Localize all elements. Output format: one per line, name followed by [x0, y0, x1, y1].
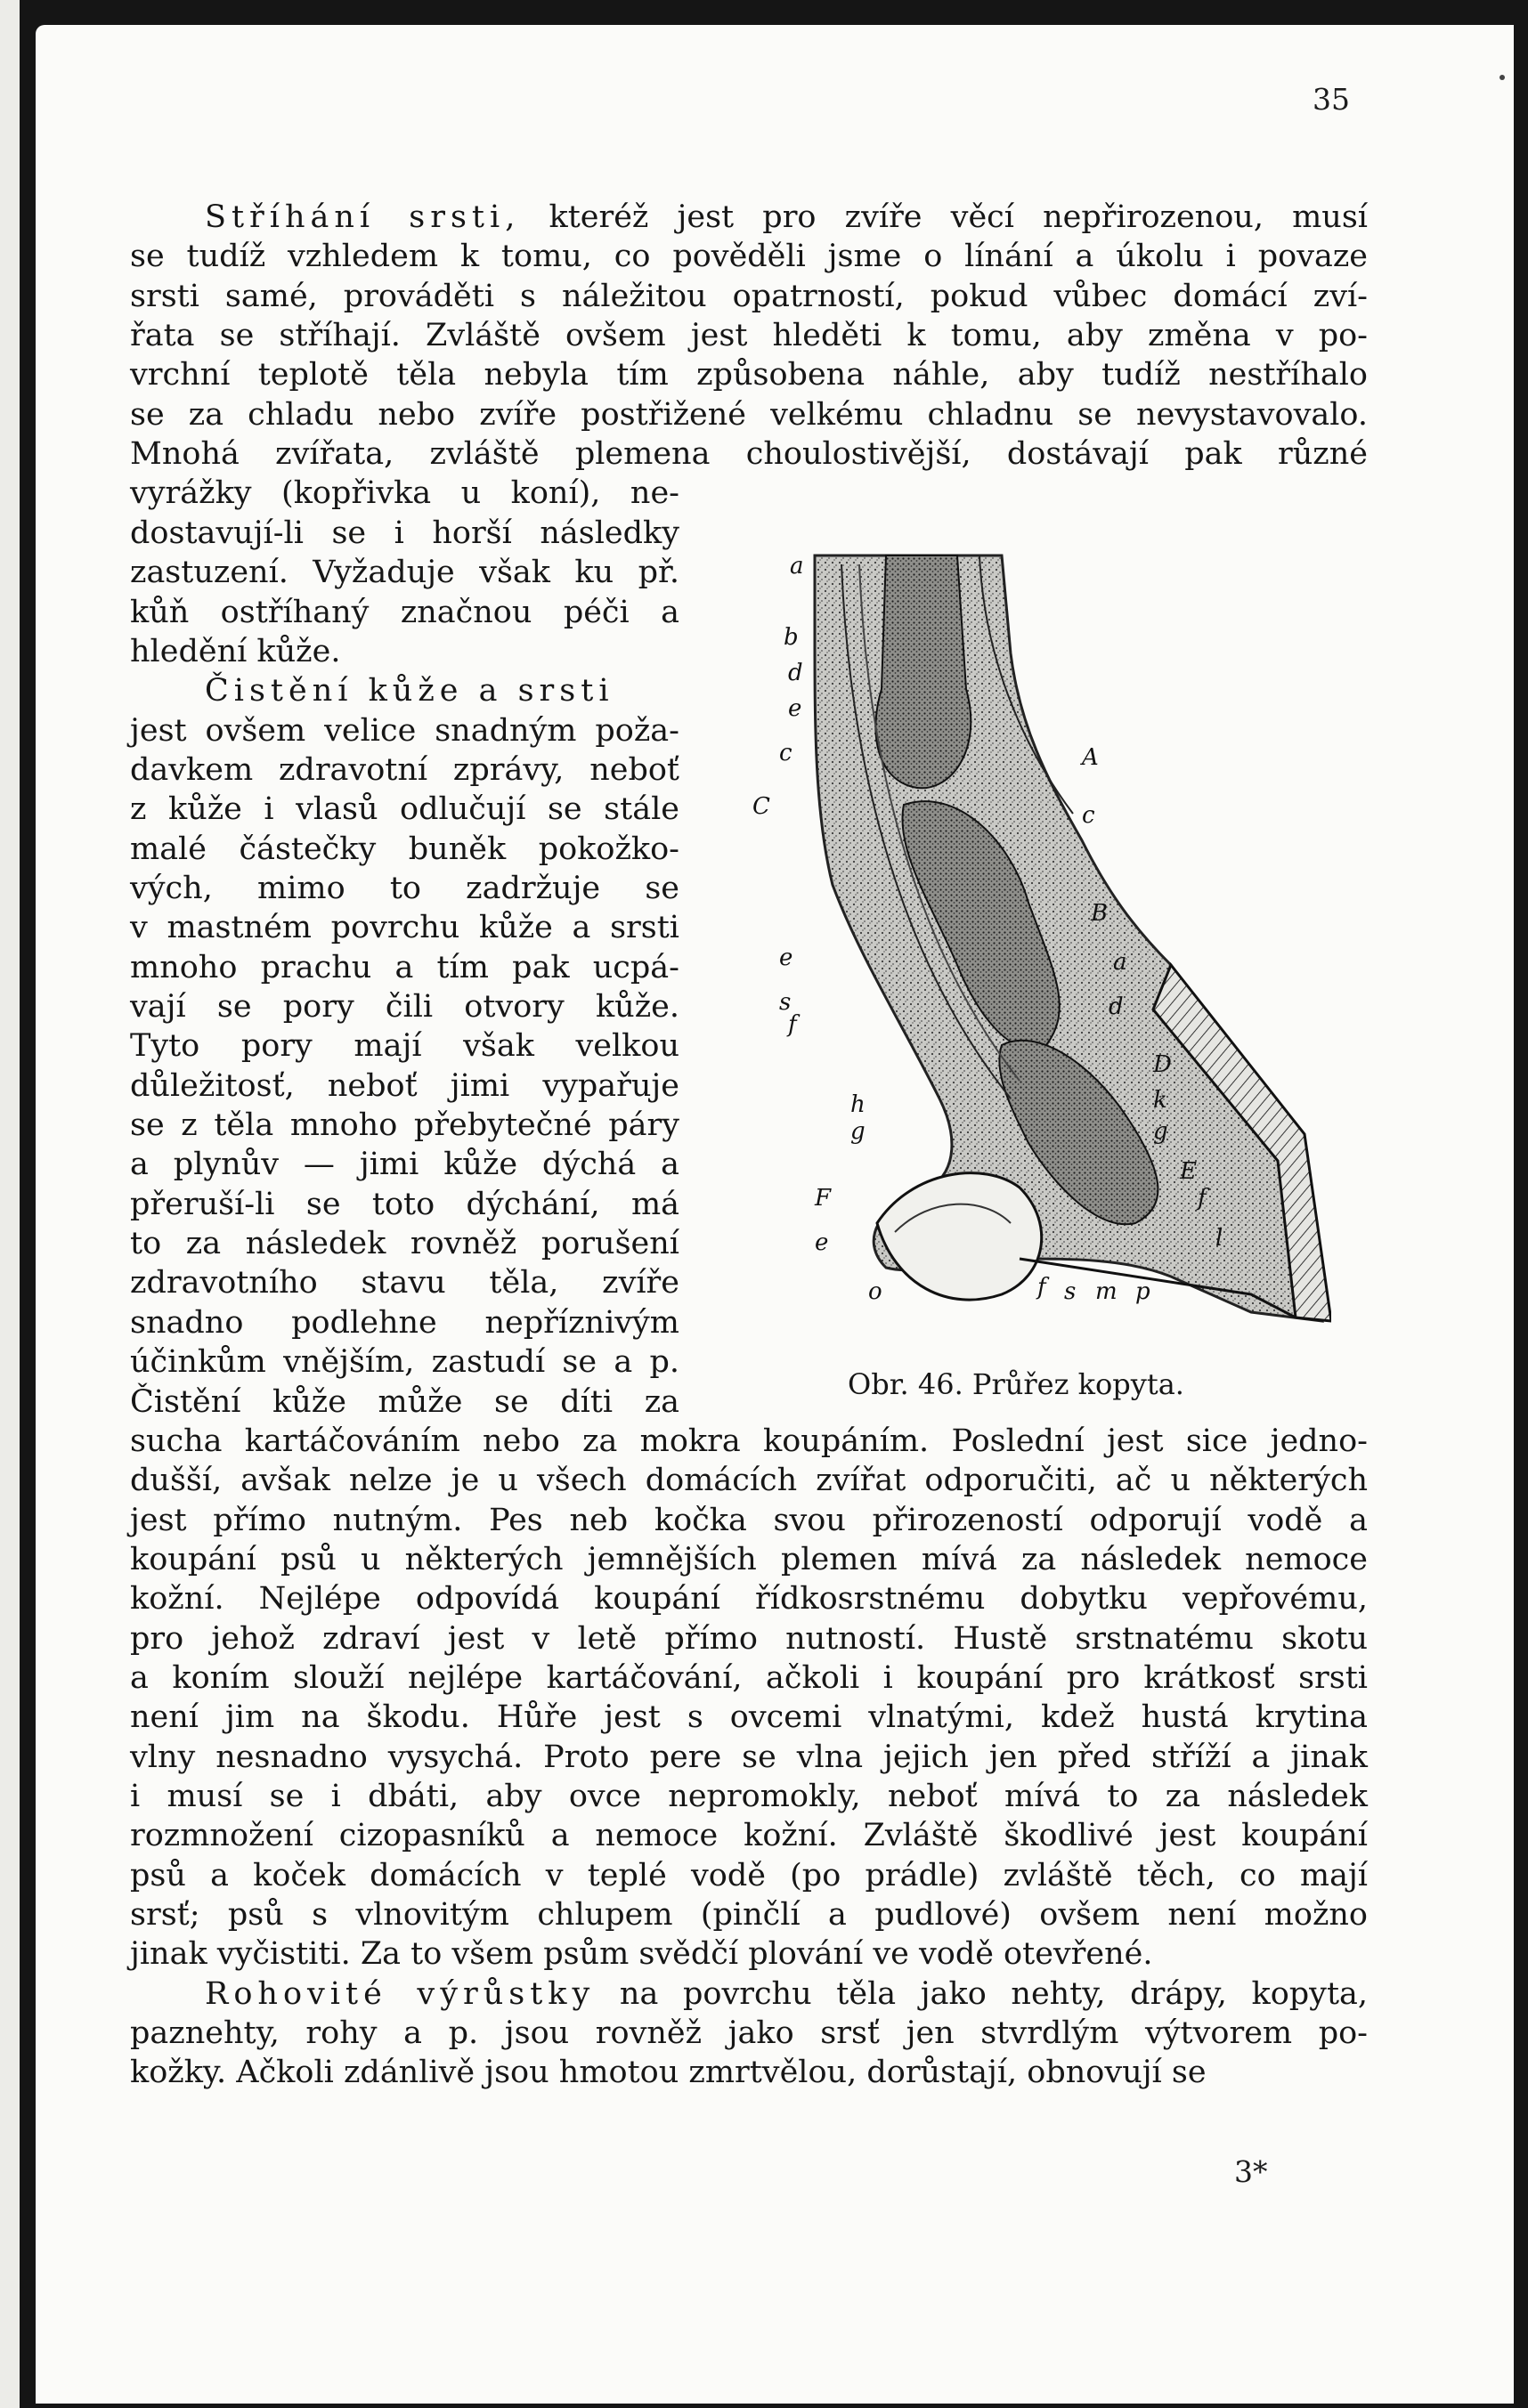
figure-label: g [1153, 1118, 1168, 1145]
figure-label: f [1198, 1185, 1207, 1212]
text-line: Tyto pory mají však velkou [130, 1028, 679, 1065]
text-line: kožní. Nejlépe odpovídá koupání řídkosrstnému dobytku vepřovému, [130, 1581, 1368, 1617]
text-line: přeruší-li se toto dýchání, má [130, 1186, 679, 1222]
text-line [130, 671, 679, 710]
figure-label: f [788, 1011, 797, 1038]
figure-label: e [815, 1229, 829, 1256]
figure-label: b [784, 624, 799, 651]
text-line: a koním slouží nejlépe kartáčování, ačkoli i koupání pro krátkosť srsti [130, 1659, 1368, 1696]
text-line: dostavují-li se i horší následky [130, 515, 679, 551]
text-line: vlny nesnadno vysychá. Proto pere se vlna jejich jen před stříží a jinak [130, 1739, 1368, 1775]
figure-label: h [850, 1091, 866, 1118]
text-line: dušší, avšak nelze je u všech domácích zvířat odporučiti, ač u některých [130, 1463, 1368, 1499]
text-line: vyrážky (kopřivka u koní), ne- [130, 475, 679, 512]
text-line: kůň ostříhaný značnou péči a [130, 594, 679, 630]
figure-label: p [1135, 1278, 1150, 1305]
line-text: kteréž jest pro zvíře věcí nepřirozenou, musí [520, 199, 1368, 235]
figure-label: c [1082, 802, 1095, 829]
text-line: vrchní teplotě těla nebyla tím způsobena náhle, aby tudíž nestříhalo [130, 357, 1368, 393]
text-line [130, 1974, 1368, 2014]
figure-label: e [779, 945, 793, 971]
figure-label: c [779, 740, 792, 766]
text-line: jest ovšem velice snadným poža- [130, 712, 679, 749]
text-line: Čistění kůže může se díti za [130, 1383, 679, 1420]
text-line: a plynův — jimi kůže dýchá a [130, 1147, 679, 1183]
text-line: paznehty, rohy a p. jsou rovněž jako srsť jen stvrdlým výtvorem po- [130, 2015, 1368, 2052]
figure-label: E [1180, 1158, 1197, 1185]
text-line: to za následek rovněž porušení [130, 1226, 679, 1262]
figure-label: k [1153, 1087, 1167, 1114]
text-line: řata se stříhají. Zvláště ovšem jest hleděti k tomu, aby změna v po- [130, 318, 1368, 354]
text-line: malé částečky buněk pokožko- [130, 831, 679, 867]
text-line: účinkům vnějším, zastudí se a p. [130, 1344, 679, 1381]
figure-label: d [788, 660, 803, 686]
text-line: důležitosť, neboť jimi vypařuje [130, 1067, 679, 1104]
text-line: z kůže i vlasů odlučují se stále [130, 791, 679, 828]
text-line: se tudíž vzhledem k tomu, co pověděli jsme o línání a úkolu i povaze [130, 239, 1368, 275]
figure-label: o [868, 1278, 882, 1305]
text-line: se z těla mnoho přebytečné páry [130, 1107, 679, 1144]
text-line: není jim na škodu. Hůře jest s ovcemi vlnatými, kdež hustá krytina [130, 1699, 1368, 1736]
text-line: jinak vyčistiti. Za to všem psům svědčí plování ve vodě otevřené. [130, 1936, 1153, 1973]
text-line: hledění kůže. [130, 633, 341, 669]
page-number: 35 [1313, 82, 1350, 117]
text-line: se za chladu nebo zvíře postřižené velkému chladnu se nevystavovalo. [130, 396, 1368, 433]
figure-label: e [788, 695, 802, 722]
spaced-lead-term: Rohovité výrůstky [205, 1975, 596, 2012]
text-line: i musí se i dbáti, aby ovce nepromokly, neboť mívá to za následek [130, 1779, 1368, 1814]
text-line: pro jehož zdraví jest v letě přímo nutností. Hustě srstnatému skotu [130, 1620, 1368, 1657]
text-line: kožky. Ačkoli zdánlivě jsou hmotou zmrtvělou, dorůstají, obnovují se [130, 2055, 1207, 2091]
scan-margin-strip [0, 0, 20, 2408]
line-text: na povrchu těla jako nehty, drápy, kopyta, [595, 1975, 1369, 2012]
figure-label: l [1215, 1225, 1223, 1252]
figure-label: d [1109, 993, 1124, 1020]
figure-label: s [1064, 1278, 1077, 1305]
figure-label: C [752, 793, 770, 820]
figure-label: F [815, 1185, 832, 1212]
scan-speck [1500, 75, 1505, 80]
text-line: zastuzení. Vyžaduje však ku př. [130, 555, 679, 591]
spaced-lead-term: Stříhání srsti, [205, 199, 521, 235]
text-line: zdravotního stavu těla, zvíře [130, 1265, 679, 1301]
signature-mark: 3* [1234, 2154, 1268, 2189]
text-line: Mnohá zvířata, zvláště plemena choulostivější, dostávají pak různé [130, 436, 1368, 473]
text-line: srsti samé, prováděti s náležitou opatrností, pokud vůbec domácí zví- [130, 278, 1368, 314]
text-line: psů a koček domácích v teplé vodě (po prádle) zvláště těch, co mají [130, 1857, 1368, 1893]
figure-label: f [1037, 1274, 1046, 1301]
text-line: rozmnožení cizopasníků a nemoce kožní. Zvláště škodlivé jest koupání [130, 1818, 1368, 1854]
text-line: sucha kartáčováním nebo za mokra koupáním. Poslední jest sice jedno- [130, 1423, 1368, 1459]
text-line: mnoho prachu a tím pak ucpá- [130, 949, 679, 985]
text-line: vají se pory čili otvory kůže. [130, 989, 679, 1025]
figure-label: m [1095, 1278, 1118, 1305]
figure-label: B [1091, 900, 1109, 927]
figure-label: s [779, 989, 792, 1016]
text-line: vých, mimo to zadržuje se [130, 870, 679, 906]
text-line: srsť; psů s vlnovitým chlupem (pinčlí a pudlové) ovšem není možno [130, 1897, 1368, 1934]
figure-label: a [1113, 949, 1127, 976]
hoof-cross-section-figure [752, 547, 1331, 1330]
figure-label: a [790, 553, 804, 580]
text-line: davkem zdravotní zprávy, neboť [130, 751, 679, 788]
text-line: jest přímo nutným. Pes neb kočka svou přirozeností odporují vodě a [130, 1502, 1368, 1538]
figure-caption: Obr. 46. Průřez kopyta. [848, 1367, 1184, 1401]
spaced-lead-term: Čistění kůže a srsti [205, 673, 614, 709]
hoof-drawing [815, 555, 1331, 1321]
text-line: snadno podlehne nepříznivým [130, 1304, 679, 1341]
text-line: koupání psů u některých jemnějších plemen mívá za následek nemoce [130, 1541, 1368, 1577]
figure-label: g [850, 1118, 866, 1145]
figure-label: A [1082, 744, 1099, 771]
text-line: v mastném povrchu kůže a srsti [130, 910, 679, 946]
text-line [130, 198, 1368, 237]
figure-label: D [1153, 1051, 1172, 1078]
